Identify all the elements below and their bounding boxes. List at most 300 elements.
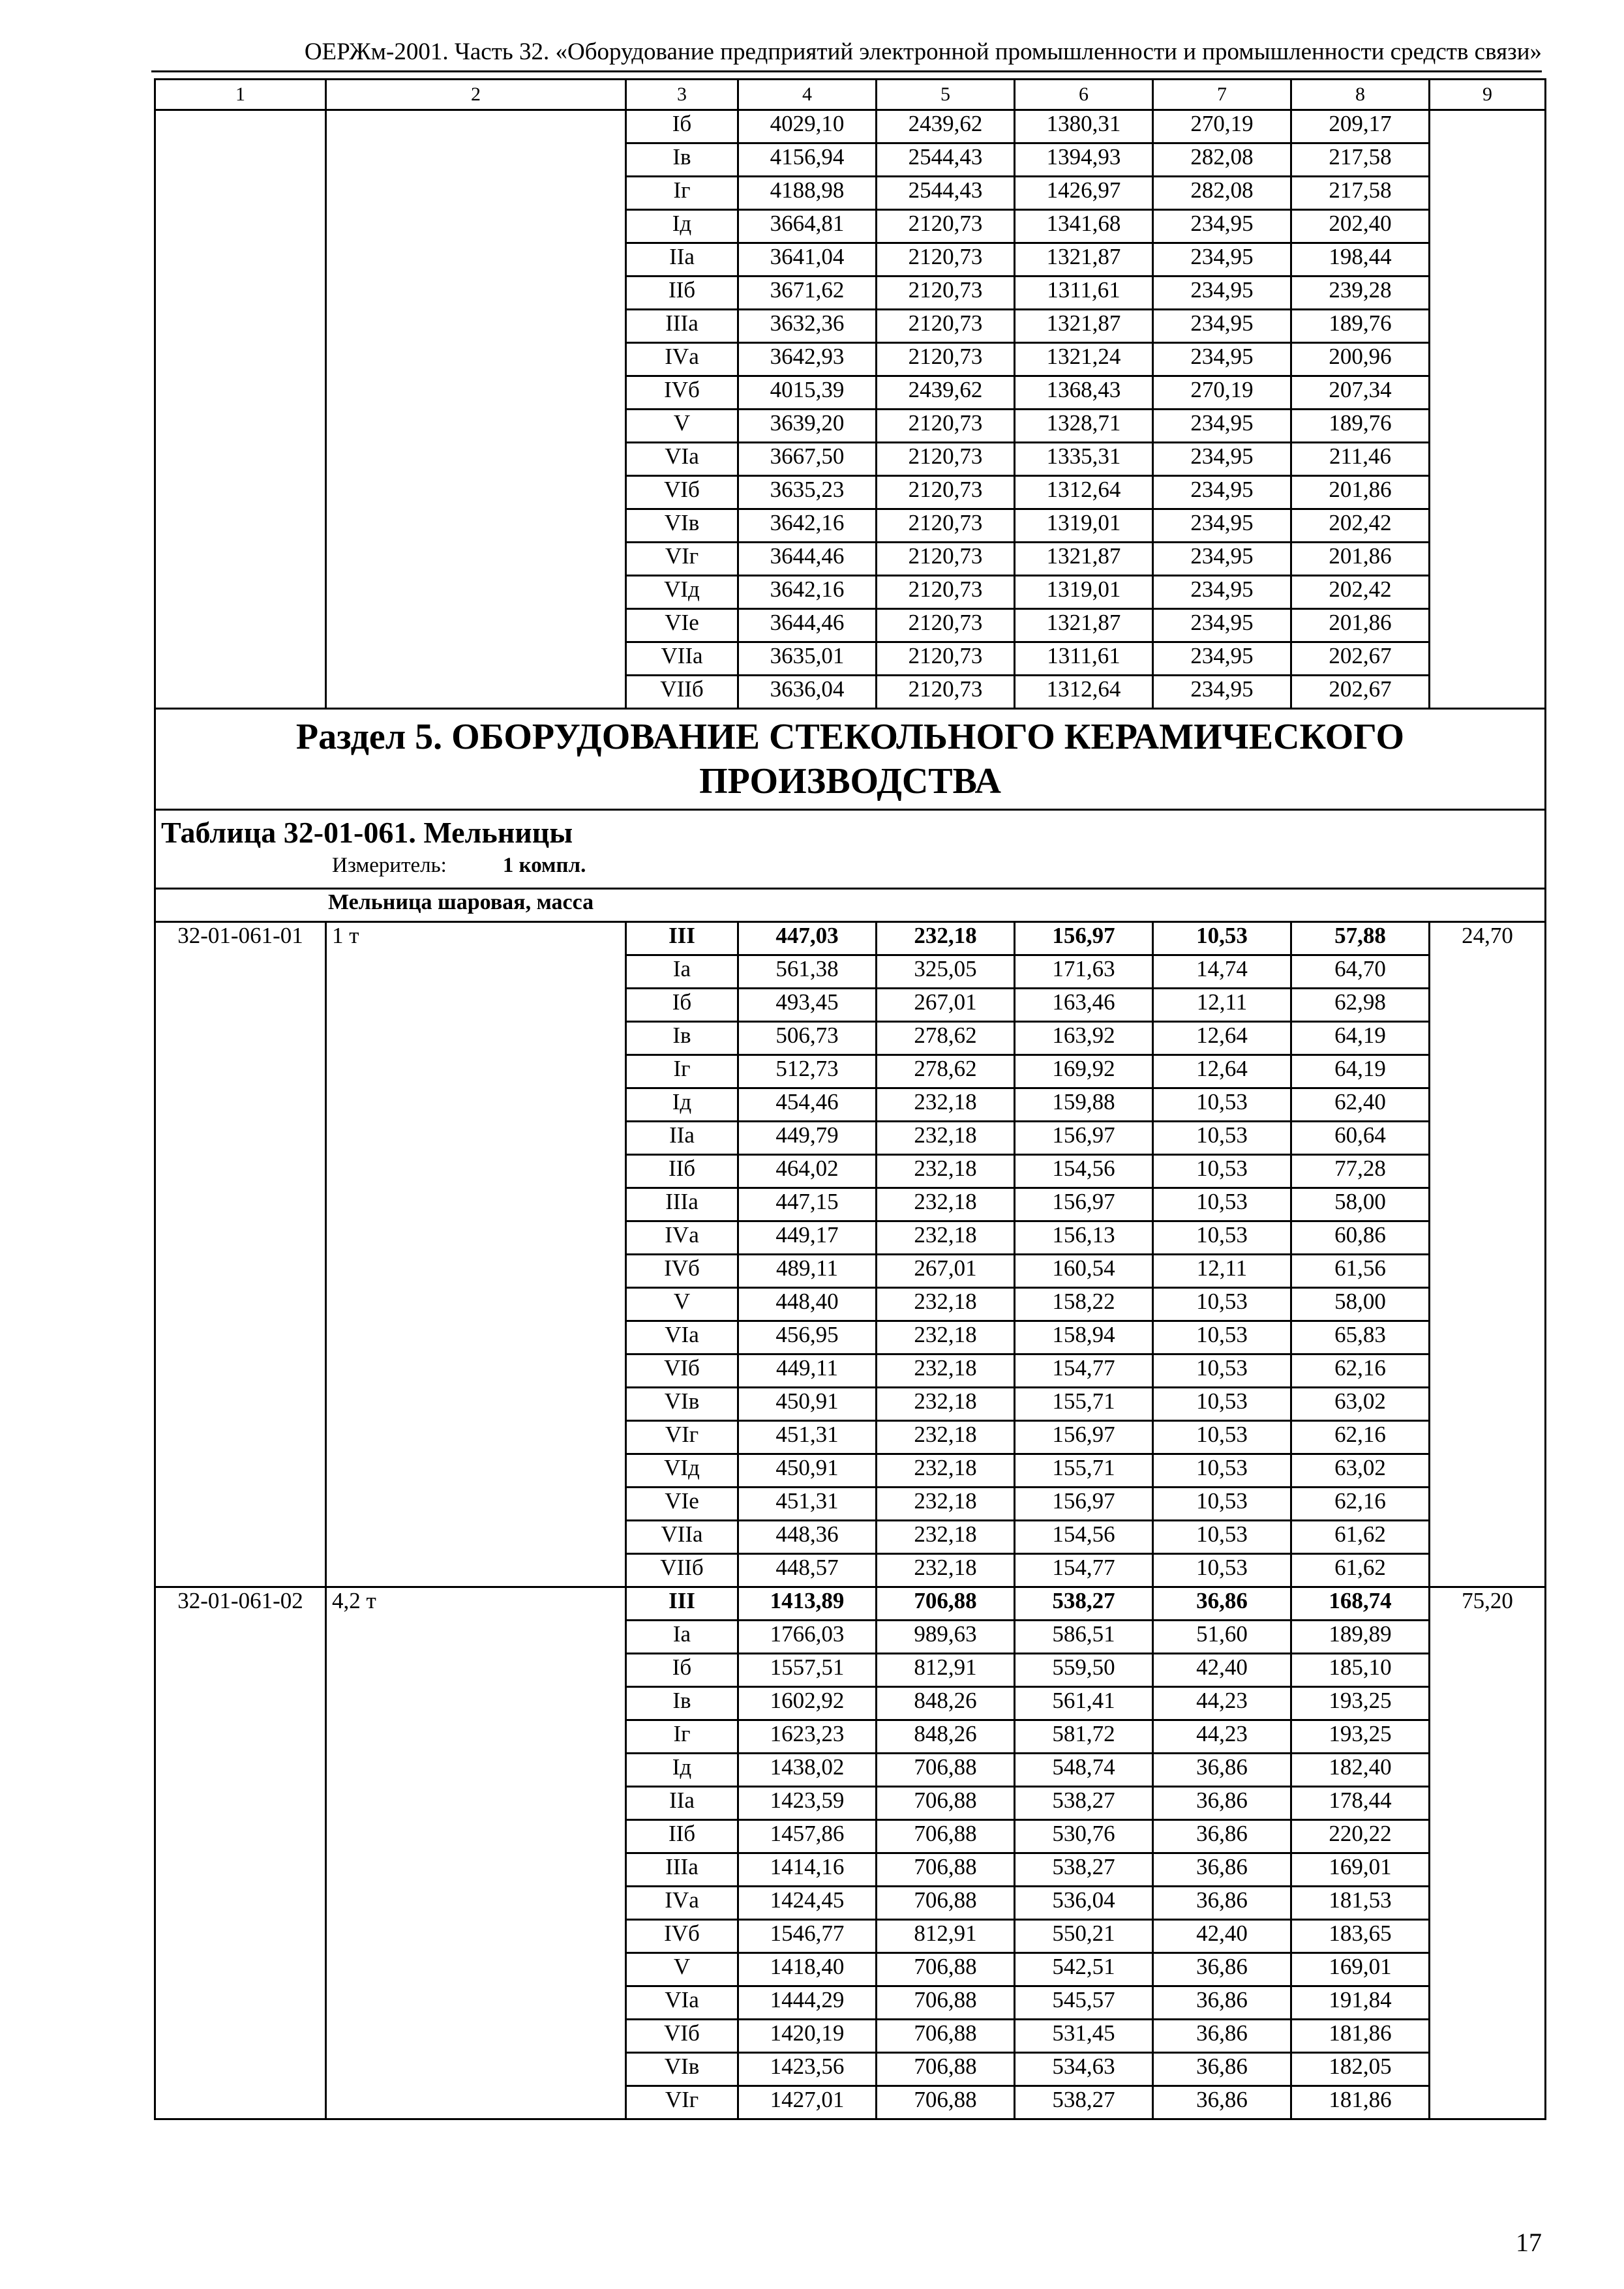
column-number: 1 xyxy=(155,80,326,110)
value-cell: Iб xyxy=(626,989,738,1022)
value-cell: 154,77 xyxy=(1015,1554,1153,1587)
value-cell: 10,53 xyxy=(1153,1221,1291,1255)
value-cell: 1311,61 xyxy=(1015,277,1153,310)
value-cell: 168,74 xyxy=(1291,1587,1430,1621)
value-cell: VIIб xyxy=(626,676,738,709)
value-cell: Iд xyxy=(626,1088,738,1122)
value-cell: 234,95 xyxy=(1153,576,1291,609)
item-col9: 24,70 xyxy=(1430,922,1546,1587)
value-cell: 989,63 xyxy=(877,1621,1015,1654)
value-cell: 451,31 xyxy=(738,1421,877,1454)
value-cell: 1457,86 xyxy=(738,1820,877,1853)
value-cell: 169,01 xyxy=(1291,1953,1430,1986)
value-cell: 282,08 xyxy=(1153,177,1291,210)
value-cell: 706,88 xyxy=(877,2053,1015,2086)
value-cell: 181,53 xyxy=(1291,1887,1430,1920)
value-cell: 538,27 xyxy=(1015,2086,1153,2119)
value-cell: VIб xyxy=(626,476,738,509)
value-cell: 189,89 xyxy=(1291,1621,1430,1654)
value-cell: 193,25 xyxy=(1291,1687,1430,1720)
value-cell: IVб xyxy=(626,1920,738,1953)
value-cell: 193,25 xyxy=(1291,1720,1430,1754)
value-cell: 1414,16 xyxy=(738,1853,877,1887)
value-cell: 3664,81 xyxy=(738,210,877,243)
value-cell: 232,18 xyxy=(877,1388,1015,1421)
value-cell: 449,79 xyxy=(738,1122,877,1155)
value-cell: 36,86 xyxy=(1153,1787,1291,1820)
running-header: ОЕРЖм-2001. Часть 32. «Оборудование предприятий электронной промышленности и промышленности средств связи» xyxy=(304,38,1542,65)
value-cell: 234,95 xyxy=(1153,676,1291,709)
value-cell: 1380,31 xyxy=(1015,110,1153,143)
table-row xyxy=(155,922,1546,955)
value-cell: 489,11 xyxy=(738,1255,877,1288)
value-cell: 77,28 xyxy=(1291,1155,1430,1188)
value-cell: 209,17 xyxy=(1291,110,1430,143)
table-heading xyxy=(155,810,1546,889)
value-cell: 36,86 xyxy=(1153,1820,1291,1853)
value-cell: 448,57 xyxy=(738,1554,877,1587)
value-cell: III xyxy=(626,922,738,955)
value-cell: VIг xyxy=(626,2086,738,2119)
value-cell: 217,58 xyxy=(1291,177,1430,210)
value-cell: 62,98 xyxy=(1291,989,1430,1022)
value-cell: 61,62 xyxy=(1291,1554,1430,1587)
value-cell: VIв xyxy=(626,2053,738,2086)
name-cell xyxy=(326,110,626,709)
value-cell: 848,26 xyxy=(877,1687,1015,1720)
value-cell: 2120,73 xyxy=(877,410,1015,443)
value-cell: 559,50 xyxy=(1015,1654,1153,1687)
value-cell: 1341,68 xyxy=(1015,210,1153,243)
value-cell: IVа xyxy=(626,343,738,376)
value-cell: 706,88 xyxy=(877,1887,1015,1920)
value-cell: 42,40 xyxy=(1153,1654,1291,1687)
value-cell: Iб xyxy=(626,110,738,143)
value-cell: 220,22 xyxy=(1291,1820,1430,1853)
value-cell: 1423,59 xyxy=(738,1787,877,1820)
value-cell: 1321,87 xyxy=(1015,543,1153,576)
value-cell: 3642,93 xyxy=(738,343,877,376)
value-cell: 155,71 xyxy=(1015,1388,1153,1421)
value-cell: 234,95 xyxy=(1153,277,1291,310)
value-cell: 14,74 xyxy=(1153,955,1291,989)
value-cell: 232,18 xyxy=(877,1221,1015,1255)
value-cell: 154,56 xyxy=(1015,1521,1153,1554)
value-cell: 156,97 xyxy=(1015,1122,1153,1155)
item-name: 4,2 т xyxy=(326,1587,626,2119)
value-cell: 160,54 xyxy=(1015,1255,1153,1288)
value-cell: 10,53 xyxy=(1153,1554,1291,1587)
value-cell: VIв xyxy=(626,1388,738,1421)
value-cell: 278,62 xyxy=(877,1055,1015,1088)
value-cell: 2544,43 xyxy=(877,177,1015,210)
value-cell: VIв xyxy=(626,509,738,543)
value-cell: IVб xyxy=(626,1255,738,1288)
value-cell: 232,18 xyxy=(877,922,1015,955)
value-cell: Iа xyxy=(626,955,738,989)
value-cell: VIг xyxy=(626,1421,738,1454)
value-cell: IIа xyxy=(626,1787,738,1820)
value-cell: VIб xyxy=(626,1354,738,1388)
value-cell: 2120,73 xyxy=(877,476,1015,509)
value-cell: 64,19 xyxy=(1291,1022,1430,1055)
value-cell: 451,31 xyxy=(738,1488,877,1521)
value-cell: 10,53 xyxy=(1153,1354,1291,1388)
price-table xyxy=(154,78,1546,2120)
value-cell: 10,53 xyxy=(1153,1388,1291,1421)
value-cell: 448,40 xyxy=(738,1288,877,1321)
section-row xyxy=(155,709,1546,810)
value-cell: 3635,01 xyxy=(738,642,877,676)
column-number: 4 xyxy=(738,80,877,110)
value-cell: Iд xyxy=(626,210,738,243)
value-cell: 3636,04 xyxy=(738,676,877,709)
item-col9: 75,20 xyxy=(1430,1587,1546,2119)
value-cell: VIе xyxy=(626,609,738,642)
value-cell: 10,53 xyxy=(1153,1288,1291,1321)
value-cell: 201,86 xyxy=(1291,609,1430,642)
value-cell: 706,88 xyxy=(877,1587,1015,1621)
value-cell: 232,18 xyxy=(877,1155,1015,1188)
value-cell: 64,70 xyxy=(1291,955,1430,989)
value-cell: V xyxy=(626,1288,738,1321)
value-cell: 234,95 xyxy=(1153,609,1291,642)
meter-label: Измеритель: xyxy=(332,854,447,877)
value-cell: 10,53 xyxy=(1153,1421,1291,1454)
value-cell: 550,21 xyxy=(1015,1920,1153,1953)
value-cell: 1413,89 xyxy=(738,1587,877,1621)
value-cell: VIд xyxy=(626,1454,738,1488)
value-cell: IIа xyxy=(626,1122,738,1155)
column-number: 2 xyxy=(326,80,626,110)
value-cell: 4029,10 xyxy=(738,110,877,143)
value-cell: 848,26 xyxy=(877,1720,1015,1754)
value-cell: 706,88 xyxy=(877,1953,1015,1986)
value-cell: 449,17 xyxy=(738,1221,877,1255)
value-cell: 512,73 xyxy=(738,1055,877,1088)
value-cell: 189,76 xyxy=(1291,410,1430,443)
value-cell: 36,86 xyxy=(1153,2086,1291,2119)
value-cell: 232,18 xyxy=(877,1421,1015,1454)
value-cell: 706,88 xyxy=(877,1986,1015,2020)
value-cell: 232,18 xyxy=(877,1521,1015,1554)
value-cell: 65,83 xyxy=(1291,1321,1430,1354)
code-cell xyxy=(155,110,326,709)
value-cell: 12,64 xyxy=(1153,1022,1291,1055)
value-cell: 234,95 xyxy=(1153,210,1291,243)
value-cell: 63,02 xyxy=(1291,1388,1430,1421)
value-cell: 234,95 xyxy=(1153,243,1291,277)
value-cell: VIд xyxy=(626,576,738,609)
value-cell: 1418,40 xyxy=(738,1953,877,1986)
value-cell: 706,88 xyxy=(877,2086,1015,2119)
value-cell: 3671,62 xyxy=(738,277,877,310)
value-cell: 1328,71 xyxy=(1015,410,1153,443)
value-cell: 454,46 xyxy=(738,1088,877,1122)
value-cell: 3635,23 xyxy=(738,476,877,509)
value-cell: 156,97 xyxy=(1015,922,1153,955)
table-title: Таблица 32-01-061. Мельницы xyxy=(161,816,573,849)
value-cell: V xyxy=(626,1953,738,1986)
value-cell: 538,27 xyxy=(1015,1787,1153,1820)
value-cell: 812,91 xyxy=(877,1654,1015,1687)
value-cell: 201,86 xyxy=(1291,543,1430,576)
value-cell: 156,97 xyxy=(1015,1421,1153,1454)
value-cell: 234,95 xyxy=(1153,543,1291,576)
value-cell: 62,40 xyxy=(1291,1088,1430,1122)
value-cell: 60,64 xyxy=(1291,1122,1430,1155)
value-cell: 201,86 xyxy=(1291,476,1430,509)
value-cell: 10,53 xyxy=(1153,1521,1291,1554)
column-number: 6 xyxy=(1015,80,1153,110)
value-cell: 36,86 xyxy=(1153,1587,1291,1621)
value-cell: 2120,73 xyxy=(877,543,1015,576)
item-code: 32-01-061-02 xyxy=(155,1587,326,2119)
value-cell: 181,86 xyxy=(1291,2086,1430,2119)
value-cell: 3642,16 xyxy=(738,576,877,609)
value-cell: 561,38 xyxy=(738,955,877,989)
value-cell: 581,72 xyxy=(1015,1720,1153,1754)
value-cell: 538,27 xyxy=(1015,1587,1153,1621)
value-cell: 1312,64 xyxy=(1015,476,1153,509)
value-cell: 1312,64 xyxy=(1015,676,1153,709)
value-cell: 2120,73 xyxy=(877,310,1015,343)
value-cell: 270,19 xyxy=(1153,110,1291,143)
value-cell: 36,86 xyxy=(1153,1887,1291,1920)
value-cell: 2120,73 xyxy=(877,509,1015,543)
value-cell: 267,01 xyxy=(877,1255,1015,1288)
value-cell: 4156,94 xyxy=(738,143,877,177)
value-cell: 211,46 xyxy=(1291,443,1430,476)
value-cell: 36,86 xyxy=(1153,2053,1291,2086)
value-cell: 2439,62 xyxy=(877,110,1015,143)
value-cell: 44,23 xyxy=(1153,1720,1291,1754)
value-cell: 706,88 xyxy=(877,1754,1015,1787)
value-cell: 63,02 xyxy=(1291,1454,1430,1488)
value-cell: 202,67 xyxy=(1291,642,1430,676)
value-cell: 198,44 xyxy=(1291,243,1430,277)
value-cell: 10,53 xyxy=(1153,1155,1291,1188)
value-cell: 234,95 xyxy=(1153,509,1291,543)
value-cell: 2544,43 xyxy=(877,143,1015,177)
value-cell: 10,53 xyxy=(1153,1454,1291,1488)
value-cell: 450,91 xyxy=(738,1388,877,1421)
value-cell: IIб xyxy=(626,277,738,310)
table-row xyxy=(155,110,1546,143)
value-cell: 234,95 xyxy=(1153,343,1291,376)
value-cell: 542,51 xyxy=(1015,1953,1153,1986)
value-cell: 447,15 xyxy=(738,1188,877,1221)
value-cell: 169,01 xyxy=(1291,1853,1430,1887)
value-cell: 12,64 xyxy=(1153,1055,1291,1088)
value-cell: 154,56 xyxy=(1015,1155,1153,1188)
group-title: Мельница шаровая, масса xyxy=(155,889,1546,922)
value-cell: 182,05 xyxy=(1291,2053,1430,2086)
value-cell: 36,86 xyxy=(1153,2020,1291,2053)
value-cell: 1423,56 xyxy=(738,2053,877,2086)
value-cell: 232,18 xyxy=(877,1554,1015,1587)
value-cell: 202,67 xyxy=(1291,676,1430,709)
value-cell: IVа xyxy=(626,1221,738,1255)
col9-cell xyxy=(1430,110,1546,709)
value-cell: Iг xyxy=(626,177,738,210)
section-title: Раздел 5. ОБОРУДОВАНИЕ СТЕКОЛЬНОГО КЕРАМИЧЕСКОГО ПРОИЗВОДСТВА xyxy=(155,709,1546,810)
value-cell: 3644,46 xyxy=(738,609,877,642)
column-number: 8 xyxy=(1291,80,1430,110)
value-cell: 60,86 xyxy=(1291,1221,1430,1255)
value-cell: 1321,87 xyxy=(1015,310,1153,343)
value-cell: 493,45 xyxy=(738,989,877,1022)
value-cell: 3641,04 xyxy=(738,243,877,277)
table-row xyxy=(155,1587,1546,1621)
value-cell: 207,34 xyxy=(1291,376,1430,410)
value-cell: 62,16 xyxy=(1291,1488,1430,1521)
value-cell: VIа xyxy=(626,1321,738,1354)
value-cell: 586,51 xyxy=(1015,1621,1153,1654)
value-cell: 2439,62 xyxy=(877,376,1015,410)
value-cell: 64,19 xyxy=(1291,1055,1430,1088)
value-cell: 1319,01 xyxy=(1015,509,1153,543)
value-cell: 1420,19 xyxy=(738,2020,877,2053)
value-cell: 2120,73 xyxy=(877,443,1015,476)
value-cell: 2120,73 xyxy=(877,243,1015,277)
value-cell: 58,00 xyxy=(1291,1288,1430,1321)
value-cell: V xyxy=(626,410,738,443)
value-cell: 1394,93 xyxy=(1015,143,1153,177)
value-cell: 154,77 xyxy=(1015,1354,1153,1388)
value-cell: 450,91 xyxy=(738,1454,877,1488)
value-cell: 548,74 xyxy=(1015,1754,1153,1787)
value-cell: 232,18 xyxy=(877,1288,1015,1321)
value-cell: 42,40 xyxy=(1153,1920,1291,1953)
value-cell: 2120,73 xyxy=(877,609,1015,642)
value-cell: IIIа xyxy=(626,1853,738,1887)
value-cell: 282,08 xyxy=(1153,143,1291,177)
value-cell: 2120,73 xyxy=(877,210,1015,243)
value-cell: 530,76 xyxy=(1015,1820,1153,1853)
value-cell: 1438,02 xyxy=(738,1754,877,1787)
value-cell: 36,86 xyxy=(1153,1953,1291,1986)
value-cell: VIа xyxy=(626,443,738,476)
value-cell: 448,36 xyxy=(738,1521,877,1554)
value-cell: 1426,97 xyxy=(1015,177,1153,210)
value-cell: 36,86 xyxy=(1153,1754,1291,1787)
value-cell: Iв xyxy=(626,1687,738,1720)
value-cell: 234,95 xyxy=(1153,642,1291,676)
value-cell: Iд xyxy=(626,1754,738,1787)
value-cell: VIе xyxy=(626,1488,738,1521)
value-cell: 1766,03 xyxy=(738,1621,877,1654)
value-cell: 1321,87 xyxy=(1015,609,1153,642)
value-cell: 1602,92 xyxy=(738,1687,877,1720)
value-cell: 58,00 xyxy=(1291,1188,1430,1221)
value-cell: 156,97 xyxy=(1015,1488,1153,1521)
value-cell: 2120,73 xyxy=(877,642,1015,676)
value-cell: 812,91 xyxy=(877,1920,1015,1953)
value-cell: 10,53 xyxy=(1153,1088,1291,1122)
value-cell: 561,41 xyxy=(1015,1687,1153,1720)
value-cell: 1321,24 xyxy=(1015,343,1153,376)
value-cell: 10,53 xyxy=(1153,1122,1291,1155)
column-number-row xyxy=(155,80,1546,110)
value-cell: 183,65 xyxy=(1291,1920,1430,1953)
value-cell: IIIа xyxy=(626,1188,738,1221)
value-cell: 3667,50 xyxy=(738,443,877,476)
value-cell: 202,40 xyxy=(1291,210,1430,243)
column-number: 9 xyxy=(1430,80,1546,110)
value-cell: 1557,51 xyxy=(738,1654,877,1687)
value-cell: VIа xyxy=(626,1986,738,2020)
value-cell: 706,88 xyxy=(877,2020,1015,2053)
value-cell: 506,73 xyxy=(738,1022,877,1055)
value-cell: Iв xyxy=(626,1022,738,1055)
value-cell: 158,94 xyxy=(1015,1321,1153,1354)
value-cell: 232,18 xyxy=(877,1122,1015,1155)
value-cell: Iв xyxy=(626,143,738,177)
value-cell: 232,18 xyxy=(877,1488,1015,1521)
value-cell: 1335,31 xyxy=(1015,443,1153,476)
value-cell: 158,22 xyxy=(1015,1288,1153,1321)
value-cell: Iб xyxy=(626,1654,738,1687)
value-cell: 267,01 xyxy=(877,989,1015,1022)
value-cell: 706,88 xyxy=(877,1853,1015,1887)
group-row xyxy=(155,889,1546,922)
value-cell: VIIа xyxy=(626,1521,738,1554)
value-cell: 232,18 xyxy=(877,1454,1015,1488)
value-cell: 12,11 xyxy=(1153,989,1291,1022)
column-number: 3 xyxy=(626,80,738,110)
value-cell: 4188,98 xyxy=(738,177,877,210)
value-cell: 3632,36 xyxy=(738,310,877,343)
value-cell: 2120,73 xyxy=(877,277,1015,310)
value-cell: 2120,73 xyxy=(877,676,1015,709)
value-cell: 1427,01 xyxy=(738,2086,877,2119)
value-cell: 232,18 xyxy=(877,1321,1015,1354)
value-cell: Iг xyxy=(626,1720,738,1754)
value-cell: 538,27 xyxy=(1015,1853,1153,1887)
value-cell: 545,57 xyxy=(1015,1986,1153,2020)
value-cell: 185,10 xyxy=(1291,1654,1430,1687)
table-heading-row xyxy=(155,810,1546,889)
value-cell: 456,95 xyxy=(738,1321,877,1354)
value-cell: 202,42 xyxy=(1291,576,1430,609)
value-cell: 531,45 xyxy=(1015,2020,1153,2053)
value-cell: 234,95 xyxy=(1153,443,1291,476)
value-cell: 155,71 xyxy=(1015,1454,1153,1488)
value-cell: 159,88 xyxy=(1015,1088,1153,1122)
meter-line xyxy=(161,851,1539,880)
value-cell: 3642,16 xyxy=(738,509,877,543)
column-number: 7 xyxy=(1153,80,1291,110)
value-cell: 536,04 xyxy=(1015,1887,1153,1920)
value-cell: IIб xyxy=(626,1820,738,1853)
value-cell: 2120,73 xyxy=(877,343,1015,376)
value-cell: 163,92 xyxy=(1015,1022,1153,1055)
value-cell: 234,95 xyxy=(1153,310,1291,343)
value-cell: 191,84 xyxy=(1291,1986,1430,2020)
value-cell: VIIб xyxy=(626,1554,738,1587)
value-cell: 232,18 xyxy=(877,1088,1015,1122)
value-cell: 61,62 xyxy=(1291,1521,1430,1554)
value-cell: 62,16 xyxy=(1291,1354,1430,1388)
value-cell: 234,95 xyxy=(1153,410,1291,443)
value-cell: Iа xyxy=(626,1621,738,1654)
value-cell: 232,18 xyxy=(877,1188,1015,1221)
value-cell: 1444,29 xyxy=(738,1986,877,2020)
value-cell: 163,46 xyxy=(1015,989,1153,1022)
value-cell: 706,88 xyxy=(877,1787,1015,1820)
value-cell: 10,53 xyxy=(1153,922,1291,955)
